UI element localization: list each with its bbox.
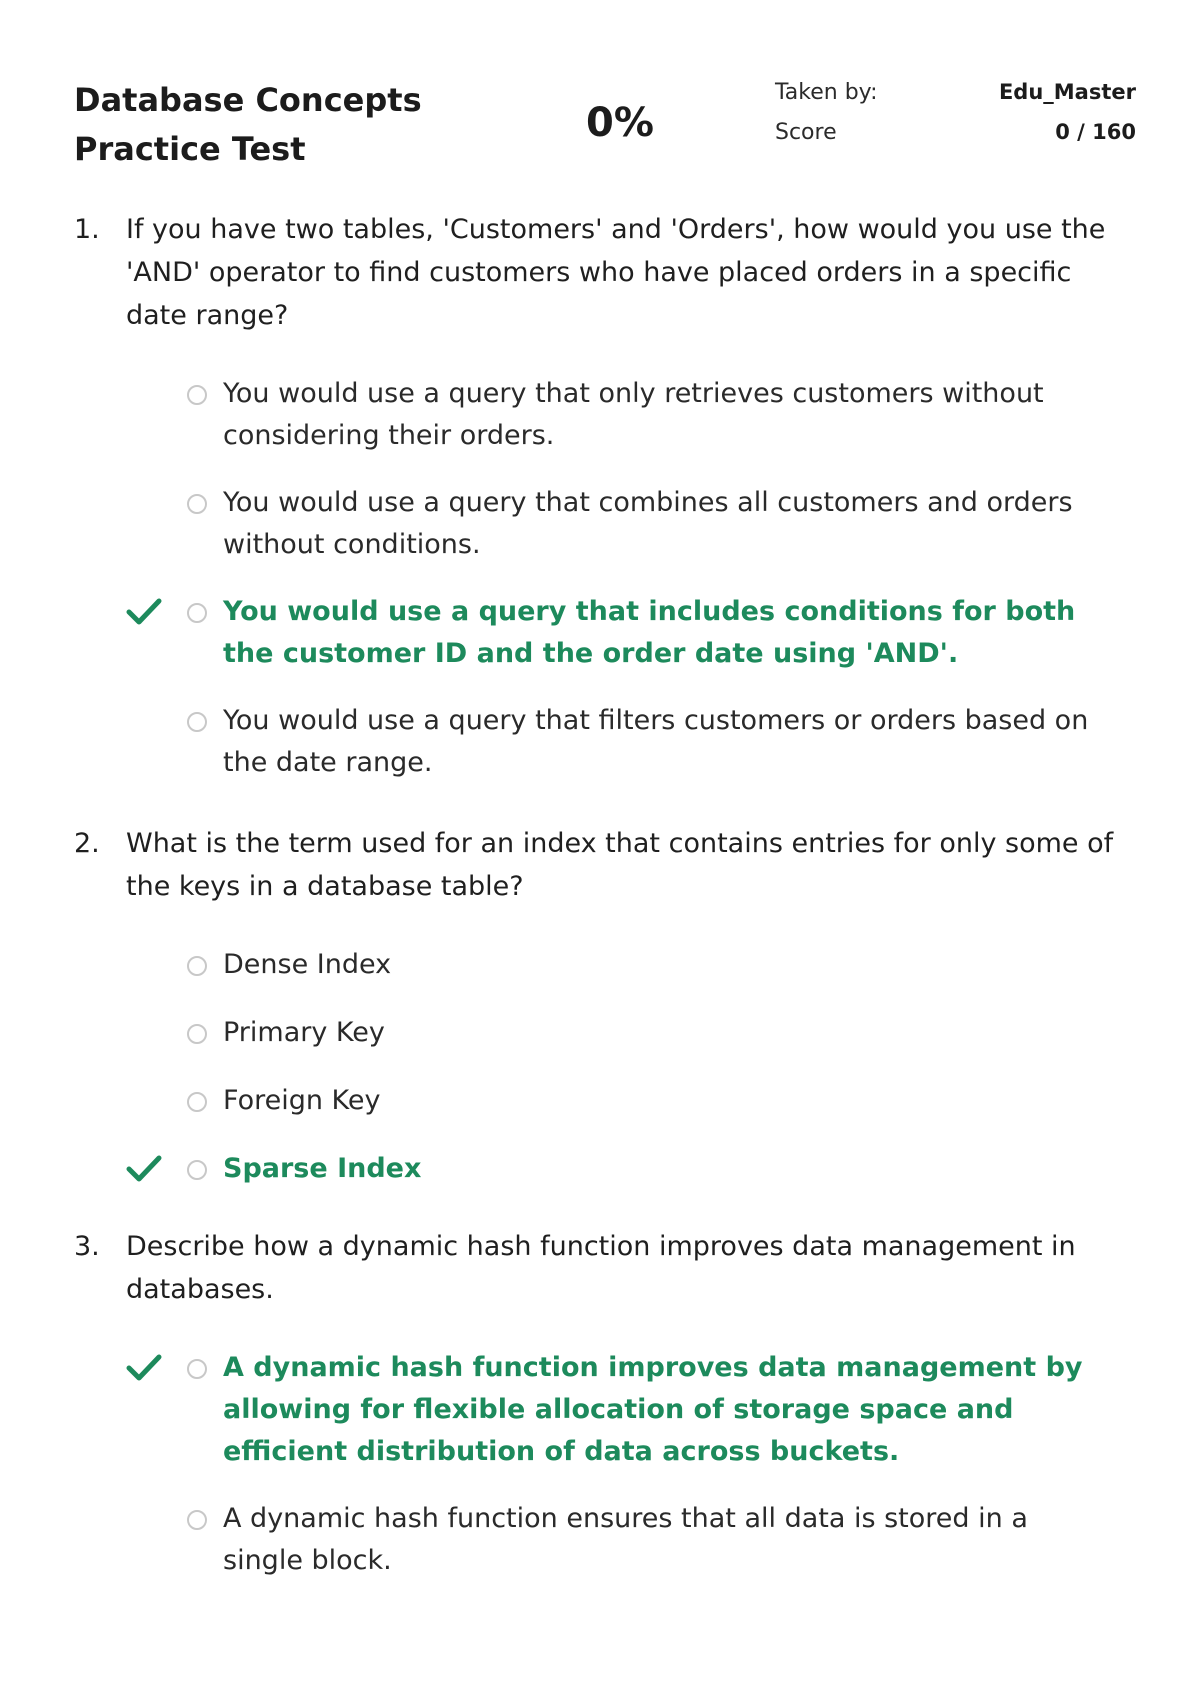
title-line-2: Practice Test [74, 130, 306, 168]
question-text: What is the term used for an index that contains entries for only some of the keys in a database table? [126, 828, 1114, 902]
option-correct[interactable] [74, 591, 1134, 675]
question-3 [74, 1225, 1134, 1607]
question-1 [74, 208, 1134, 809]
option-text: You would use a query that only retrieves customers without considering their orders. [223, 378, 1044, 451]
radio-icon[interactable] [187, 494, 207, 514]
option[interactable] [74, 1498, 1134, 1582]
test-header [0, 0, 1200, 180]
radio-icon[interactable] [187, 1160, 207, 1180]
radio-icon[interactable] [187, 956, 207, 976]
option[interactable] [74, 700, 1134, 784]
score-percent: 0% [586, 100, 654, 146]
question-2 [74, 822, 1134, 1216]
radio-icon[interactable] [187, 712, 207, 732]
option-text: You would use a query that filters customers or orders based on the date range. [223, 705, 1089, 778]
score-value: 0 / 160 [1055, 120, 1136, 144]
option[interactable] [74, 944, 1134, 987]
score-label: Score [775, 120, 837, 145]
radio-icon[interactable] [187, 603, 207, 623]
options-list [74, 944, 1134, 1191]
radio-icon[interactable] [187, 1024, 207, 1044]
checkmark-icon [126, 1353, 162, 1383]
option-correct[interactable] [74, 1148, 1134, 1191]
question-number: 2. [74, 828, 100, 859]
option-correct[interactable] [74, 1347, 1134, 1473]
options-list [74, 1347, 1134, 1582]
taken-by-label: Taken by: [775, 80, 878, 105]
option-text: You would use a query that combines all customers and orders without conditions. [223, 487, 1073, 560]
option-text: Foreign Key [223, 1085, 381, 1116]
options-list [74, 373, 1134, 784]
radio-icon[interactable] [187, 1359, 207, 1379]
question-number: 1. [74, 214, 100, 245]
radio-icon[interactable] [187, 1092, 207, 1112]
question-text: Describe how a dynamic hash function improves data management in databases. [126, 1231, 1076, 1305]
option-text: Primary Key [223, 1017, 385, 1048]
checkmark-icon [126, 597, 162, 627]
option-text: A dynamic hash function improves data management by allowing for flexible allocation of storage space and efficient distribution of data across buckets. [223, 1352, 1083, 1467]
question-text: If you have two tables, 'Customers' and 'Orders', how would you use the 'AND' operator to find customers who have placed orders in a specific date range? [126, 214, 1106, 331]
option-text: You would use a query that includes conditions for both the customer ID and the order date using 'AND'. [223, 596, 1076, 669]
title-line-1: Database Concepts [74, 81, 422, 119]
question-number: 3. [74, 1231, 100, 1262]
radio-icon[interactable] [187, 1510, 207, 1530]
checkmark-icon [126, 1154, 162, 1184]
option[interactable] [74, 373, 1134, 457]
page-title [74, 76, 422, 174]
taken-by-value: Edu_Master [998, 80, 1136, 104]
radio-icon[interactable] [187, 385, 207, 405]
option[interactable] [74, 482, 1134, 566]
option[interactable] [74, 1080, 1134, 1123]
option-text: Sparse Index [223, 1153, 422, 1184]
option-text: Dense Index [223, 949, 392, 980]
option-text: A dynamic hash function ensures that all data is stored in a single block. [223, 1503, 1028, 1576]
option[interactable] [74, 1012, 1134, 1055]
